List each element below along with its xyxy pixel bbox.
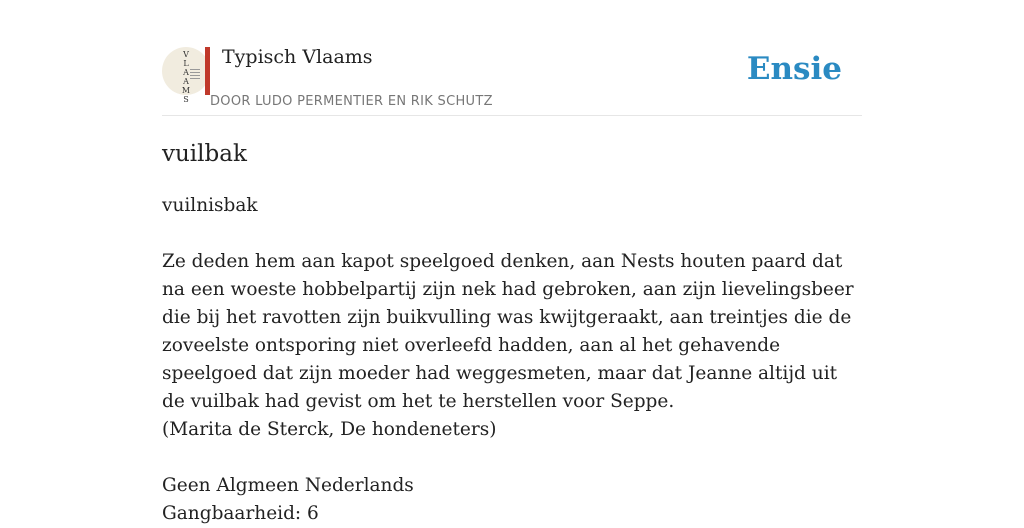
spacer [162,444,862,472]
avatar-decoration [190,69,200,81]
entry-word: vuilbak [162,141,247,167]
spacer [162,220,862,248]
entry-quote: Ze deden hem aan kapot speelgoed denken, aan Nests houten paard dat na een woeste hobbelpartij zijn nek had gebroken, aan zijn lievelingsbeer die bij het ravotten zijn buikvulling was kwijtgeraakt, aan treintjes die de zoveelste ontsporing niet overleefd hadden, aan al het gehavende speelgoed dat zijn moeder had weggesmeten, maar dat Jeanne altijd uit de vuilbak had gevist om het te herstellen voor Seppe. [162,251,854,412]
entry-content [162,136,862,528]
authors-byline: DOOR LUDO PERMENTIER EN RIK SCHUTZ [210,94,493,109]
entry-definition: vuilnisbak [162,195,258,216]
avatar[interactable] [162,47,210,104]
entry-usage: Gangbaarheid: 6 [162,503,319,524]
ensie-logo[interactable]: Ensie [746,51,842,87]
site-header [162,44,862,116]
entry-text [162,192,862,528]
entry-source: (Marita de Sterck, De hondeneters) [162,419,497,440]
entry-language-status: Geen Algmeen Nederlands [162,475,414,496]
avatar-lettering: V L A A M S [181,50,191,104]
avatar-accent-bar [205,47,210,95]
blog-title[interactable]: Typisch Vlaams [222,46,373,68]
